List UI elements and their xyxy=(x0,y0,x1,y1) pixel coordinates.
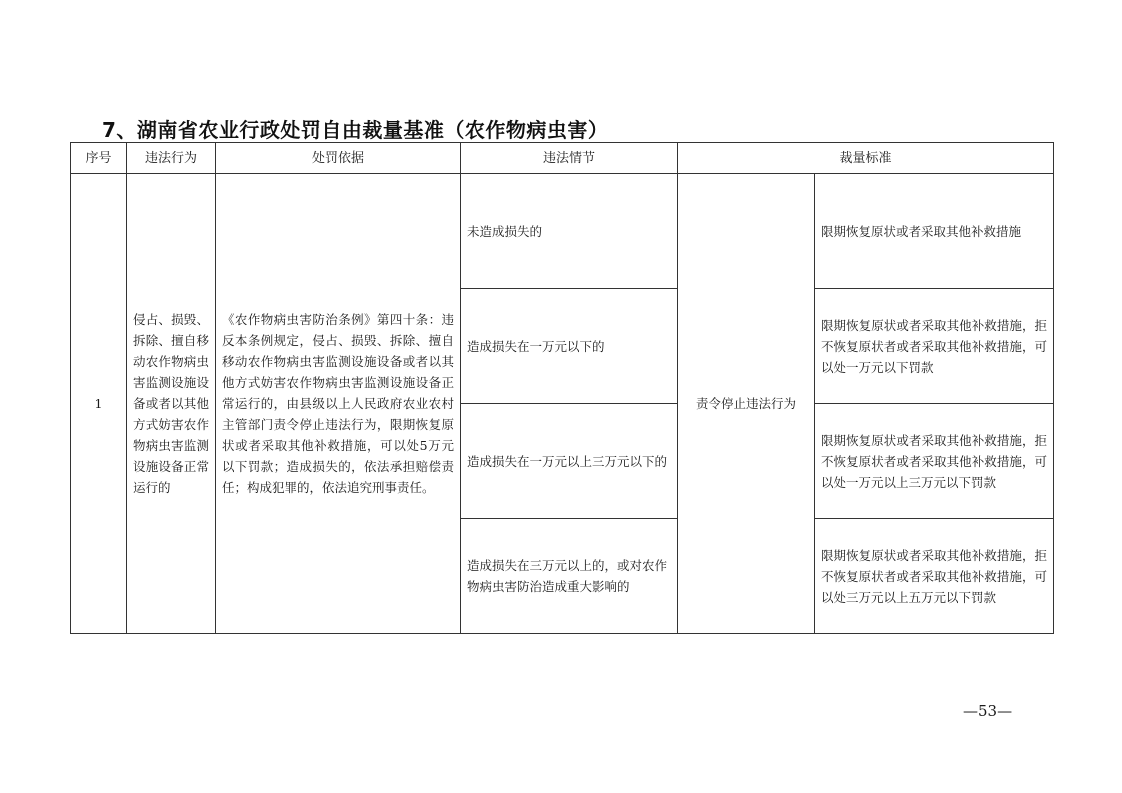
cell-penalty-basis: 《农作物病虫害防治条例》第四十条：违反本条例规定，侵占、损毁、拆除、擅自移动农作物病虫害监测设施设备或者以其他方式妨害农作物病虫害监测设施设备正常运行的，由县级以上人民政府农业农村主管部门责令停止违法行为，限期恢复原状或者采取其他补救措施，可以处5万元以下罚款；造成损失的，依法承担赔偿责任；构成犯罪的，依法追究刑事责任。 xyxy=(216,174,461,634)
cell-no: 1 xyxy=(71,174,127,634)
cell-standard: 限期恢复原状或者采取其他补救措施 xyxy=(815,174,1054,289)
cell-order: 责令停止违法行为 xyxy=(678,174,815,634)
document-title: 7、湖南省农业行政处罚自由裁量基准（农作物病虫害） xyxy=(102,118,609,142)
cell-violation-act: 侵占、损毁、拆除、擅自移动农作物病虫害监测设施设备或者以其他方式妨害农作物病虫害监测设施设备正常运行的 xyxy=(127,174,216,634)
cell-standard: 限期恢复原状或者采取其他补救措施，拒不恢复原状者或者采取其他补救措施，可以处三万元以上五万元以下罚款 xyxy=(815,519,1054,634)
table-row xyxy=(71,174,1054,289)
header-circumstance: 违法情节 xyxy=(461,143,678,174)
cell-standard: 限期恢复原状或者采取其他补救措施，拒不恢复原状者或者采取其他补救措施，可以处一万元以上三万元以下罚款 xyxy=(815,404,1054,519)
cell-circumstance: 未造成损失的 xyxy=(461,174,678,289)
table-header-row xyxy=(71,143,1054,174)
header-standard: 裁量标准 xyxy=(678,143,1054,174)
header-basis: 处罚依据 xyxy=(216,143,461,174)
discretion-standard-table xyxy=(70,142,1054,634)
cell-circumstance: 造成损失在一万元以上三万元以下的 xyxy=(461,404,678,519)
cell-standard: 限期恢复原状或者采取其他补救措施，拒不恢复原状者或者采取其他补救措施，可以处一万元以下罚款 xyxy=(815,289,1054,404)
header-no: 序号 xyxy=(71,143,127,174)
header-act: 违法行为 xyxy=(127,143,216,174)
page-number: —53— xyxy=(963,702,1013,720)
cell-circumstance: 造成损失在三万元以上的，或对农作物病虫害防治造成重大影响的 xyxy=(461,519,678,634)
cell-circumstance: 造成损失在一万元以下的 xyxy=(461,289,678,404)
